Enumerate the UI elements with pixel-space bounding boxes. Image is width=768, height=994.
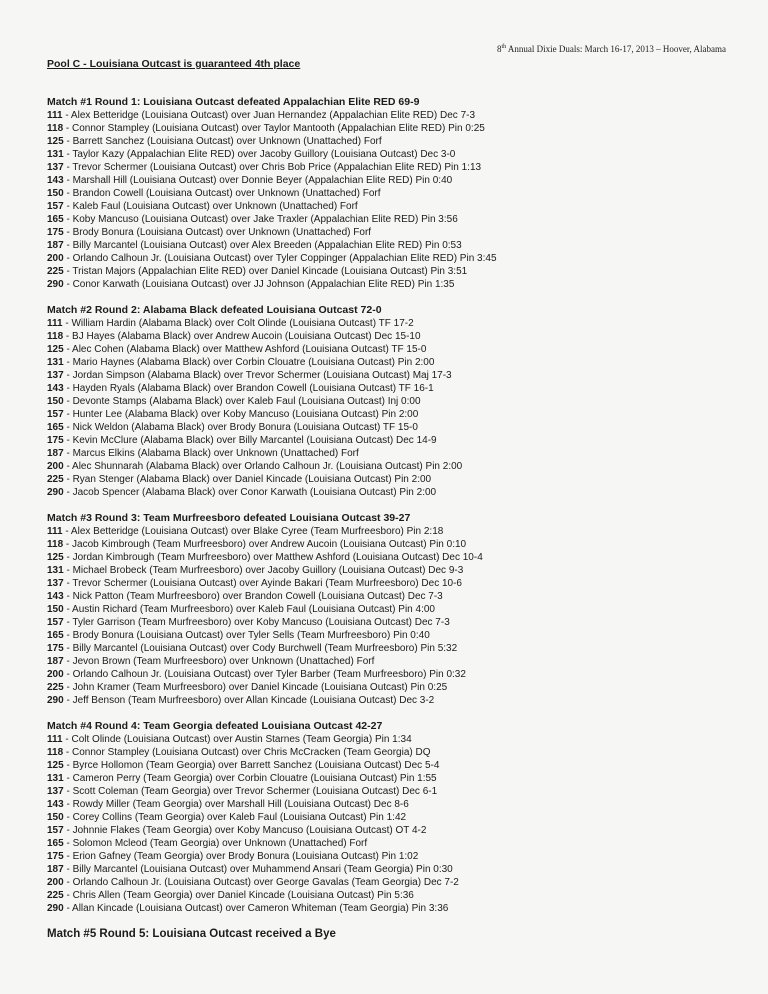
bout-row <box>47 668 747 681</box>
bout-row <box>47 148 747 161</box>
bout-result: - Taylor Kazy (Appalachian Elite RED) over Jacoby Guillory (Louisiana Outcast) Dec 3-0 <box>63 149 456 160</box>
bout-row <box>47 538 747 551</box>
bout-result: - Orlando Calhoun Jr. (Louisiana Outcast) over Tyler Coppinger (Appalachian Elite RED) Pin 3:45 <box>63 253 497 264</box>
bout-row <box>47 629 747 642</box>
bout-result: - Marshall Hill (Louisiana Outcast) over Donnie Beyer (Appalachian Elite RED) Pin 0:40 <box>63 175 453 186</box>
bout-row <box>47 135 747 148</box>
bout-row <box>47 473 747 486</box>
bout-row <box>47 369 747 382</box>
bout-result: - Orlando Calhoun Jr. (Louisiana Outcast) over Tyler Barber (Team Murfreesboro) Pin 0:32 <box>63 669 466 680</box>
bout-result: - Hunter Lee (Alabama Black) over Koby Mancuso (Louisiana Outcast) Pin 2:00 <box>63 409 419 420</box>
bout-row <box>47 525 747 538</box>
match-block <box>47 96 747 291</box>
bout-result: - Orlando Calhoun Jr. (Louisiana Outcast) over George Gavalas (Team Georgia) Dec 7-2 <box>63 877 459 888</box>
bout-result: - Nick Patton (Team Murfreesboro) over Brandon Cowell (Louisiana Outcast) Dec 7-3 <box>63 591 443 602</box>
weight-class: 175 <box>47 435 64 446</box>
bout-row <box>47 759 747 772</box>
weight-class: 150 <box>47 812 64 823</box>
bout-result: - Alec Shunnarah (Alabama Black) over Orlando Calhoun Jr. (Louisiana Outcast) Pin 2:00 <box>63 461 463 472</box>
weight-class: 165 <box>47 214 64 225</box>
weight-class: 290 <box>47 903 64 914</box>
weight-class: 137 <box>47 578 64 589</box>
bout-result: - Colt Olinde (Louisiana Outcast) over Austin Starnes (Team Georgia) Pin 1:34 <box>62 734 412 745</box>
bout-row <box>47 434 747 447</box>
weight-class: 111 <box>47 318 63 329</box>
bout-result: - Barrett Sanchez (Louisiana Outcast) over Unknown (Unattached) Forf <box>63 136 382 147</box>
weight-class: 150 <box>47 396 64 407</box>
weight-class: 118 <box>47 747 64 758</box>
bout-row <box>47 486 747 499</box>
bout-result: - Conor Karwath (Louisiana Outcast) over JJ Johnson (Appalachian Elite RED) Pin 1:35 <box>63 279 455 290</box>
weight-class: 150 <box>47 604 64 615</box>
weight-class: 143 <box>47 799 64 810</box>
bout-row <box>47 161 747 174</box>
weight-class: 143 <box>47 591 64 602</box>
match-block <box>47 304 747 499</box>
match-block <box>47 512 747 707</box>
weight-class: 125 <box>47 552 64 563</box>
weight-class: 157 <box>47 617 64 628</box>
bout-row <box>47 356 747 369</box>
weight-class: 187 <box>47 448 64 459</box>
weight-class: 143 <box>47 383 64 394</box>
bout-result: - Koby Mancuso (Louisiana Outcast) over Jake Traxler (Appalachian Elite RED) Pin 3:56 <box>63 214 458 225</box>
bout-row <box>47 811 747 824</box>
weight-class: 225 <box>47 266 64 277</box>
weight-class: 175 <box>47 643 64 654</box>
weight-class: 157 <box>47 409 64 420</box>
weight-class: 187 <box>47 864 64 875</box>
bout-result: - William Hardin (Alabama Black) over Colt Olinde (Louisiana Outcast) TF 17-2 <box>62 318 414 329</box>
weight-class: 200 <box>47 877 64 888</box>
bout-row <box>47 746 747 759</box>
bout-row <box>47 824 747 837</box>
bout-row <box>47 577 747 590</box>
bout-result: - Billy Marcantel (Louisiana Outcast) over Cody Burchwell (Team Murfreesboro) Pin 5:32 <box>63 643 458 654</box>
document-body <box>47 58 747 940</box>
bout-result: - John Kramer (Team Murfreesboro) over Daniel Kincade (Louisiana Outcast) Pin 0:25 <box>63 682 448 693</box>
weight-class: 200 <box>47 253 64 264</box>
bout-row <box>47 330 747 343</box>
bout-result: - Brandon Cowell (Louisiana Outcast) over Unknown (Unattached) Forf <box>63 188 381 199</box>
bout-result: - Johnnie Flakes (Team Georgia) over Koby Mancuso (Louisiana Outcast) OT 4-2 <box>63 825 427 836</box>
bout-result: - Kevin McClure (Alabama Black) over Billy Marcantel (Louisiana Outcast) Dec 14-9 <box>63 435 437 446</box>
weight-class: 290 <box>47 279 64 290</box>
match-title: Match #4 Round 4: Team Georgia defeated Louisiana Outcast 42-27 <box>47 720 383 732</box>
bout-row <box>47 564 747 577</box>
bout-row <box>47 200 747 213</box>
bout-row <box>47 447 747 460</box>
weight-class: 290 <box>47 695 64 706</box>
bout-row <box>47 863 747 876</box>
bout-result: - Erion Gafney (Team Georgia) over Brody Bonura (Louisiana Outcast) Pin 1:02 <box>63 851 419 862</box>
weight-class: 137 <box>47 162 64 173</box>
weight-class: 175 <box>47 227 64 238</box>
bout-result: - Alec Cohen (Alabama Black) over Matthew Ashford (Louisiana Outcast) TF 15-0 <box>63 344 427 355</box>
weight-class: 125 <box>47 760 64 771</box>
bout-result: - Rowdy Miller (Team Georgia) over Marshall Hill (Louisiana Outcast) Dec 8-6 <box>63 799 409 810</box>
bout-row <box>47 551 747 564</box>
bout-row <box>47 616 747 629</box>
bout-result: - Hayden Ryals (Alabama Black) over Brandon Cowell (Louisiana Outcast) TF 16-1 <box>63 383 434 394</box>
bout-result: - Ryan Stenger (Alabama Black) over Daniel Kincade (Louisiana Outcast) Pin 2:00 <box>63 474 432 485</box>
weight-class: 131 <box>47 773 64 784</box>
match-title: Match #3 Round 3: Team Murfreesboro defeated Louisiana Outcast 39-27 <box>47 512 411 524</box>
bout-result: - Mario Haynes (Alabama Black) over Corbin Clouatre (Louisiana Outcast) Pin 2:00 <box>63 357 435 368</box>
bout-result: - Tyler Garrison (Team Murfreesboro) over Koby Mancuso (Louisiana Outcast) Dec 7-3 <box>63 617 450 628</box>
bout-result: - Alex Betteridge (Louisiana Outcast) over Blake Cyree (Team Murfreesboro) Pin 2:18 <box>62 526 444 537</box>
bout-row <box>47 772 747 785</box>
bout-result: - Scott Coleman (Team Georgia) over Trevor Schermer (Louisiana Outcast) Dec 6-1 <box>63 786 438 797</box>
bout-row <box>47 174 747 187</box>
bout-row <box>47 252 747 265</box>
bout-row <box>47 642 747 655</box>
bout-row <box>47 889 747 902</box>
bout-row <box>47 122 747 135</box>
bout-row <box>47 902 747 915</box>
bout-result: - Nick Weldon (Alabama Black) over Brody Bonura (Louisiana Outcast) TF 15-0 <box>63 422 418 433</box>
weight-class: 165 <box>47 838 64 849</box>
bout-row <box>47 655 747 668</box>
bout-result: - Jevon Brown (Team Murfreesboro) over Unknown (Unattached) Forf <box>63 656 375 667</box>
bout-row <box>47 460 747 473</box>
weight-class: 118 <box>47 539 64 550</box>
bout-row <box>47 109 747 122</box>
bout-row <box>47 226 747 239</box>
bout-result: - Chris Allen (Team Georgia) over Daniel Kincade (Louisiana Outcast) Pin 5:36 <box>63 890 414 901</box>
weight-class: 111 <box>47 526 63 537</box>
match-title: Match #2 Round 2: Alabama Black defeated Louisiana Outcast 72-0 <box>47 304 382 316</box>
bout-result: - Brody Bonura (Louisiana Outcast) over Tyler Sells (Team Murfreesboro) Pin 0:40 <box>63 630 430 641</box>
weight-class: 118 <box>47 123 64 134</box>
weight-class: 157 <box>47 201 64 212</box>
weight-class: 137 <box>47 370 64 381</box>
match-title: Match #1 Round 1: Louisiana Outcast defeated Appalachian Elite RED 69-9 <box>47 96 420 108</box>
header-ordinal: 8 <box>496 44 502 54</box>
bout-result: - Jacob Spencer (Alabama Black) over Conor Karwath (Louisiana Outcast) Pin 2:00 <box>63 487 437 498</box>
header-text: Annual Dixie Duals: March 16-17, 2013 – Hoover, Alabama <box>506 44 726 54</box>
bout-result: - BJ Hayes (Alabama Black) over Andrew Aucoin (Louisiana Outcast) Dec 15-10 <box>63 331 421 342</box>
bout-result: - Marcus Elkins (Alabama Black) over Unknown (Unattached) Forf <box>63 448 359 459</box>
bout-row <box>47 382 747 395</box>
bout-row <box>47 590 747 603</box>
bout-row <box>47 343 747 356</box>
bout-result: - Byrce Hollomon (Team Georgia) over Barrett Sanchez (Louisiana Outcast) Dec 5-4 <box>63 760 440 771</box>
bout-result: - Jordan Simpson (Alabama Black) over Trevor Schermer (Louisiana Outcast) Maj 17-3 <box>63 370 452 381</box>
bout-row <box>47 395 747 408</box>
pool-title: Pool C - Louisiana Outcast is guaranteed 4th place <box>47 58 301 70</box>
bout-result: - Corey Collins (Team Georgia) over Kaleb Faul (Louisiana Outcast) Pin 1:42 <box>63 812 407 823</box>
weight-class: 165 <box>47 422 64 433</box>
bout-row <box>47 837 747 850</box>
bout-result: - Alex Betteridge (Louisiana Outcast) over Juan Hernandez (Appalachian Elite RED) Dec 7-3 <box>62 110 476 121</box>
bout-result: - Solomon Mcleod (Team Georgia) over Unknown (Unattached) Forf <box>63 838 368 849</box>
bout-result: - Austin Richard (Team Murfreesboro) over Kaleb Faul (Louisiana Outcast) Pin 4:00 <box>63 604 435 615</box>
bout-row <box>47 317 747 330</box>
bout-row <box>47 798 747 811</box>
bout-result: - Tristan Majors (Appalachian Elite RED) over Daniel Kincade (Louisiana Outcast) Pin 3:51 <box>63 266 468 277</box>
match-block <box>47 720 747 915</box>
weight-class: 200 <box>47 461 64 472</box>
weight-class: 187 <box>47 656 64 667</box>
bout-row <box>47 187 747 200</box>
bout-row <box>47 681 747 694</box>
document-header <box>497 44 726 54</box>
bout-result: - Trevor Schermer (Louisiana Outcast) over Chris Bob Price (Appalachian Elite RED) Pin 1:13 <box>63 162 482 173</box>
bout-result: - Kaleb Faul (Louisiana Outcast) over Unknown (Unattached) Forf <box>63 201 358 212</box>
bout-row <box>47 850 747 863</box>
bout-result: - Connor Stampley (Louisiana Outcast) over Taylor Mantooth (Appalachian Elite RED) Pin 0:25 <box>63 123 485 134</box>
bout-result: - Billy Marcantel (Louisiana Outcast) over Alex Breeden (Appalachian Elite RED) Pin 0:53 <box>63 240 462 251</box>
bout-result: - Jeff Benson (Team Murfreesboro) over Allan Kincade (Louisiana Outcast) Dec 3-2 <box>63 695 435 706</box>
bout-result: - Allan Kincade (Louisiana Outcast) over Cameron Whiteman (Team Georgia) Pin 3:36 <box>63 903 449 914</box>
weight-class: 143 <box>47 175 64 186</box>
bout-row <box>47 278 747 291</box>
bout-row <box>47 603 747 616</box>
bout-result: - Billy Marcantel (Louisiana Outcast) over Muhammend Ansari (Team Georgia) Pin 0:30 <box>63 864 453 875</box>
bout-row <box>47 694 747 707</box>
weight-class: 290 <box>47 487 64 498</box>
weight-class: 125 <box>47 344 64 355</box>
weight-class: 175 <box>47 851 64 862</box>
bout-row <box>47 733 747 746</box>
bout-result: - Michael Brobeck (Team Murfreesboro) over Jacoby Guillory (Louisiana Outcast) Dec 9-3 <box>63 565 464 576</box>
bout-row <box>47 421 747 434</box>
matches-list <box>47 96 747 915</box>
bout-row <box>47 213 747 226</box>
bout-row <box>47 265 747 278</box>
weight-class: 131 <box>47 149 64 160</box>
weight-class: 225 <box>47 474 64 485</box>
bout-row <box>47 239 747 252</box>
weight-class: 111 <box>47 110 63 121</box>
weight-class: 137 <box>47 786 64 797</box>
weight-class: 125 <box>47 136 64 147</box>
bout-result: - Devonte Stamps (Alabama Black) over Kaleb Faul (Louisiana Outcast) Inj 0:00 <box>63 396 421 407</box>
weight-class: 165 <box>47 630 64 641</box>
bout-result: - Jordan Kimbrough (Team Murfreesboro) over Matthew Ashford (Louisiana Outcast) Dec 10-4 <box>63 552 483 563</box>
weight-class: 225 <box>47 682 64 693</box>
bout-row <box>47 408 747 421</box>
weight-class: 187 <box>47 240 64 251</box>
weight-class: 225 <box>47 890 64 901</box>
bout-row <box>47 876 747 889</box>
bye-match-title: Match #5 Round 5: Louisiana Outcast received a Bye <box>47 928 336 940</box>
weight-class: 157 <box>47 825 64 836</box>
weight-class: 118 <box>47 331 64 342</box>
weight-class: 111 <box>47 734 63 745</box>
bout-result: - Connor Stampley (Louisiana Outcast) over Chris McCracken (Team Georgia) DQ <box>63 747 431 758</box>
weight-class: 131 <box>47 357 64 368</box>
bout-result: - Jacob Kimbrough (Team Murfreesboro) over Andrew Aucoin (Louisiana Outcast) Pin 0:10 <box>63 539 467 550</box>
bout-result: - Trevor Schermer (Louisiana Outcast) over Ayinde Bakari (Team Murfreesboro) Dec 10-6 <box>63 578 462 589</box>
weight-class: 200 <box>47 669 64 680</box>
header-ordinal-suffix: th <box>501 44 507 50</box>
weight-class: 131 <box>47 565 64 576</box>
weight-class: 150 <box>47 188 64 199</box>
bout-result: - Cameron Perry (Team Georgia) over Corbin Clouatre (Louisiana Outcast) Pin 1:55 <box>63 773 437 784</box>
bout-row <box>47 785 747 798</box>
bout-result: - Brody Bonura (Louisiana Outcast) over Unknown (Unattached) Forf <box>63 227 372 238</box>
